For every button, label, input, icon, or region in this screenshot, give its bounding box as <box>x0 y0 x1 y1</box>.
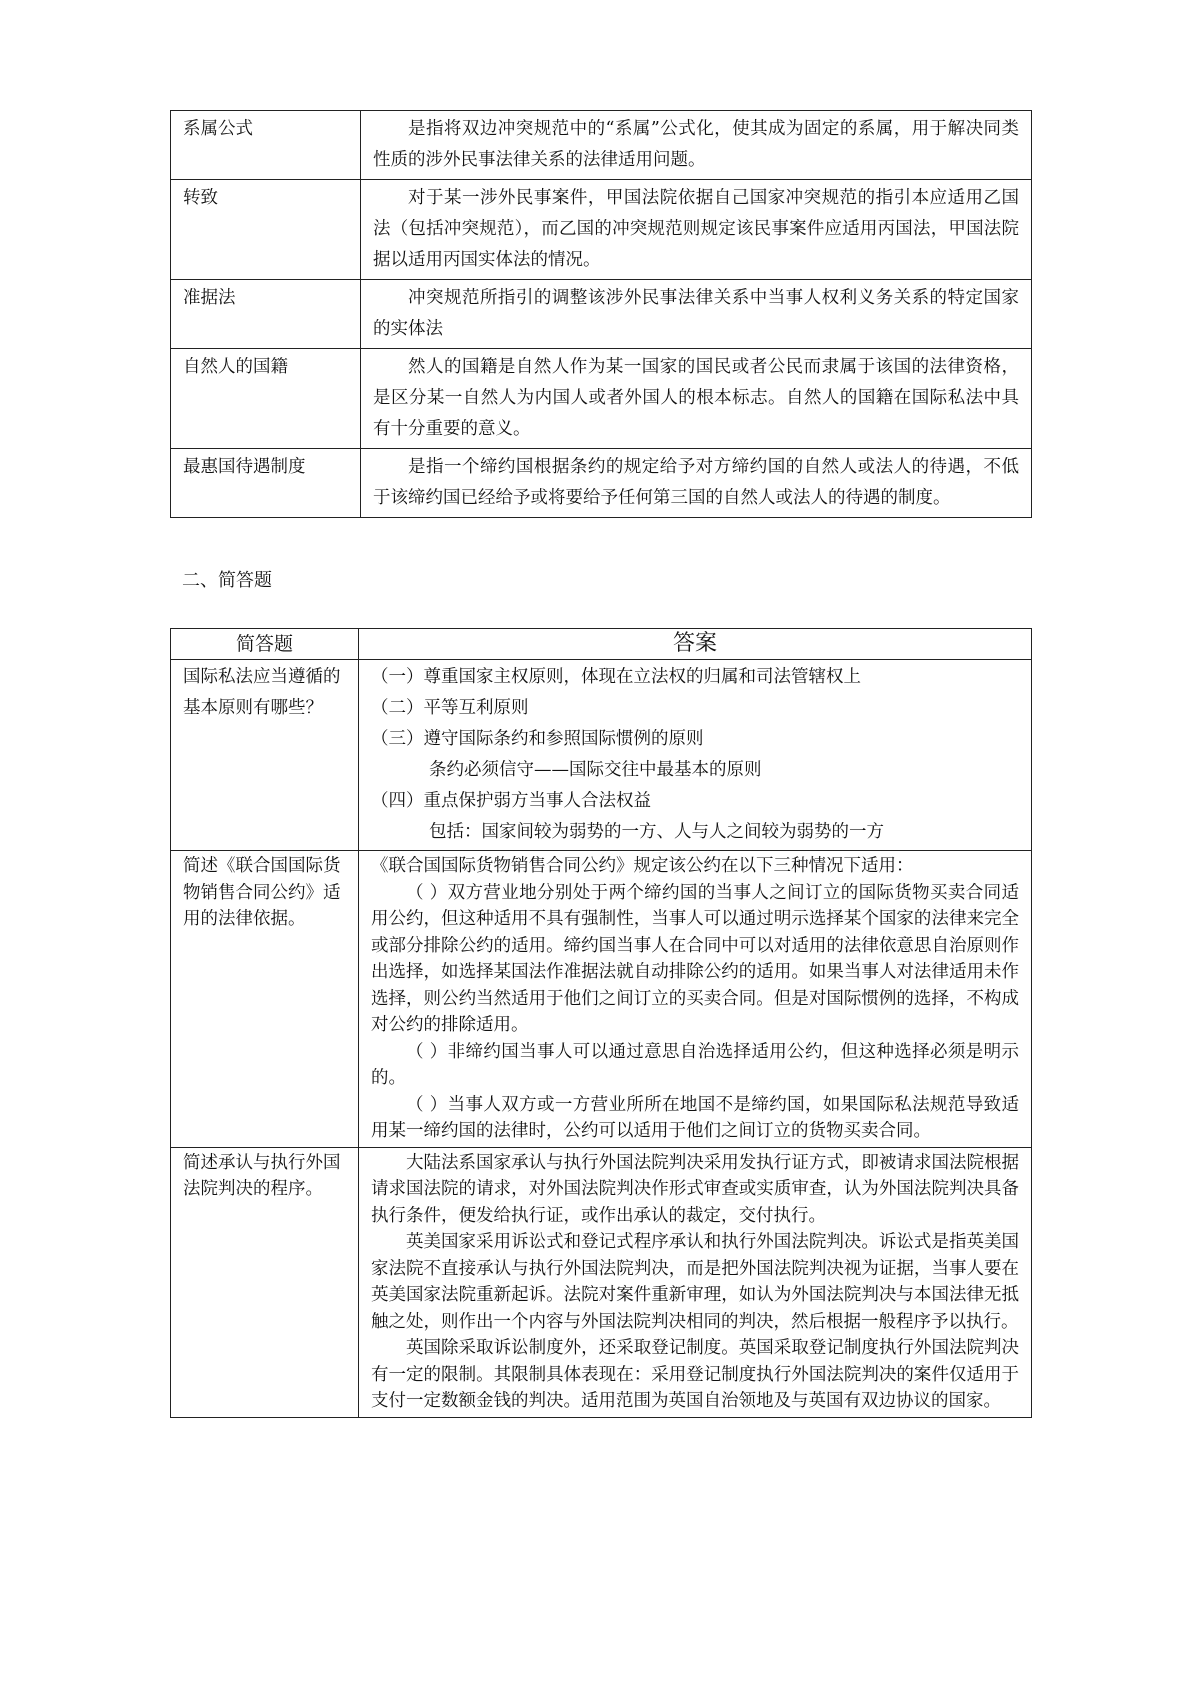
qa-header-answer: 答案 <box>359 629 1032 660</box>
answer-cell <box>359 851 1032 1148</box>
term-name: 准据法 <box>171 280 361 349</box>
answer-intro: 《联合国国际货物销售合同公约》规定该公约在以下三种情况下适用： <box>371 856 914 876</box>
section-heading: 二、简答题 <box>182 570 272 591</box>
question-cell: 简述承认与执行外国法院判决的程序。 <box>171 1147 359 1417</box>
qa-row <box>171 1147 1032 1417</box>
qa-header-question: 简答题 <box>171 629 359 660</box>
answer-cell <box>359 1147 1032 1417</box>
term-row <box>171 180 1032 280</box>
question-cell: 国际私法应当遵循的基本原则有哪些？ <box>171 660 359 851</box>
answer-paragraph: （ ）双方营业地分别处于两个缔约国的当事人之间订立的国际货物买卖合同适用公约，但这种适用不具有强制性，当事人可以通过明示选择某个国家的法律来完全或部分排除公约的适用。缔约国当事人在合同中可以对适用的法律依意思自治原则作出选择，如选择某国法作准据法就自动排除公约的适用。如果当事人对法律适用未作选择，则公约当然适用于他们之间订立的买卖合同。但是对国际惯例的选择，不构成对公约的排除适用。 <box>371 882 1019 1035</box>
terms-table <box>170 110 1032 518</box>
qa-row <box>171 851 1032 1148</box>
answer-paragraph: 大陆法系国家承认与执行外国法院判决采用发执行证方式，即被请求国法院根据请求国法院的请求，对外国法院判决作形式审查或实质审查，认为外国法院判决具备执行条件，便发给执行证，或作出承认的裁定，交付执行。 <box>371 1152 1019 1226</box>
answer-line: （一）尊重国家主权原则，体现在立法权的归属和司法管辖权上 <box>371 667 861 687</box>
term-name: 转致 <box>171 180 361 280</box>
answer-line: （二）平等互利原则 <box>371 698 529 718</box>
qa-header-row <box>171 629 1032 660</box>
answer-paragraph: （ ）当事人双方或一方营业所所在地国不是缔约国，如果国际私法规范导致适用某一缔约国的法律时，公约可以适用于他们之间订立的货物买卖合同。 <box>371 1094 1019 1141</box>
qa-row <box>171 660 1032 851</box>
term-definition: 冲突规范所指引的调整该涉外民事法律关系中当事人权利义务关系的特定国家的实体法 <box>373 288 1019 339</box>
term-definition: 对于某一涉外民事案件，甲国法院依据自己国家冲突规范的指引本应适用乙国法（包括冲突规范），而乙国的冲突规范则规定该民事案件应适用丙国法，甲国法院据以适用丙国实体法的情况。 <box>373 188 1019 270</box>
term-name: 自然人的国籍 <box>171 349 361 449</box>
qa-table <box>170 628 1032 1418</box>
answer-paragraph: （ ）非缔约国当事人可以通过意思自治选择适用公约，但这种选择必须是明示的。 <box>371 1041 1019 1088</box>
answer-line: （三）遵守国际条约和参照国际惯例的原则 <box>371 729 704 749</box>
term-row <box>171 449 1032 518</box>
term-row <box>171 349 1032 449</box>
answer-subline: 条约必须信守——国际交往中最基本的原则 <box>429 760 762 780</box>
answer-paragraph: 英美国家采用诉讼式和登记式程序承认和执行外国法院判决。诉讼式是指英美国家法院不直接承认与执行外国法院判决，而是把外国法院判决视为证据，当事人要在英美国家法院重新起诉。法院对案件重新审理，如认为外国法院判决与本国法律无抵触之处，则作出一个内容与外国法院判决相同的判决，然后根据一般程序予以执行。 <box>371 1232 1019 1332</box>
term-name: 最惠国待遇制度 <box>171 449 361 518</box>
answer-line: （四）重点保护弱方当事人合法权益 <box>371 791 651 811</box>
term-name: 系属公式 <box>171 111 361 180</box>
term-definition: 然人的国籍是自然人作为某一国家的国民或者公民而隶属于该国的法律资格，是区分某一自然人为内国人或者外国人的根本标志。自然人的国籍在国际私法中具有十分重要的意义。 <box>373 357 1019 439</box>
term-row <box>171 111 1032 180</box>
term-definition: 是指一个缔约国根据条约的规定给予对方缔约国的自然人或法人的待遇，不低于该缔约国已经给予或将要给予任何第三国的自然人或法人的待遇的制度。 <box>373 457 1019 508</box>
question-cell: 简述《联合国国际货物销售合同公约》适用的法律依据。 <box>171 851 359 1148</box>
term-definition: 是指将双边冲突规范中的“系属”公式化，使其成为固定的系属，用于解决同类性质的涉外民事法律关系的法律适用问题。 <box>373 119 1019 170</box>
answer-cell <box>359 660 1032 851</box>
term-row <box>171 280 1032 349</box>
answer-paragraph: 英国除采取诉讼制度外，还采取登记制度。英国采取登记制度执行外国法院判决有一定的限制。其限制具体表现在：采用登记制度执行外国法院判决的案件仅适用于支付一定数额金钱的判决。适用范围为英国自治领地及与英国有双边协议的国家。 <box>371 1338 1019 1411</box>
answer-subline: 包括：国家间较为弱势的一方、人与人之间较为弱势的一方 <box>429 822 884 842</box>
